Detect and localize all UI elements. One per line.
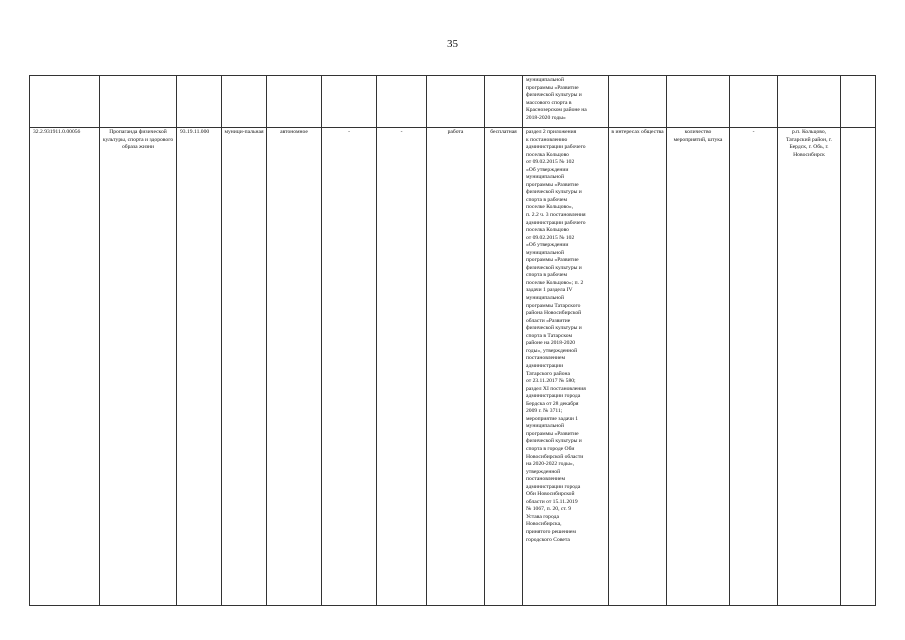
cell-okved — [177, 76, 222, 128]
document-line: программы «Развитие — [526, 430, 579, 437]
document-line: администрации рабочего — [526, 144, 586, 151]
cell-institution-type: муници-пальная — [222, 128, 267, 606]
services-table — [29, 75, 876, 606]
document-line: спорта в Татарском — [526, 332, 572, 339]
document-line: «Об утверждении — [526, 166, 569, 173]
document-line: городского Совета — [526, 536, 570, 543]
table-row — [30, 128, 876, 606]
cell-col5: - — [322, 128, 377, 606]
document-line: физической культуры и — [526, 325, 582, 332]
document-line: раздел 2 приложения — [526, 129, 577, 135]
cell-consumers — [609, 76, 667, 128]
document-line: Новосибирска, — [526, 521, 562, 528]
cell-col13: - — [730, 128, 778, 606]
document-line: мероприятие задачи 1 — [526, 415, 579, 422]
document-line: программы «Развитие — [526, 257, 579, 264]
document-line: администрации рабочего — [526, 219, 586, 226]
document-line: раздел XI постановления — [526, 385, 586, 392]
document-line: муниципальной — [526, 249, 564, 256]
document-line: годы», утвержденной — [526, 347, 578, 354]
document-line: Новосибирской области — [526, 453, 584, 460]
document-line: программы «Развитие — [526, 181, 579, 188]
document-line: утвержденной — [526, 468, 561, 475]
document-line: муниципальной — [526, 423, 564, 430]
cell-institution-kind — [267, 76, 322, 128]
document-line: программы «Развитие — [526, 84, 579, 91]
cell-kind: работа — [427, 128, 485, 606]
document-line: от 09.02.2015 № 102 — [526, 159, 575, 166]
document-line: физической культуры и — [526, 189, 582, 196]
cell-institution-kind: автономное — [267, 128, 322, 606]
cell-territory — [778, 76, 841, 128]
document-line: муниципальной — [526, 295, 564, 302]
document-line: муниципальной — [526, 77, 564, 83]
cell-extra — [841, 76, 876, 128]
document-line: спорта в городе Оби — [526, 445, 575, 452]
document-line: поселке Кольцово», — [526, 204, 574, 211]
document-line: Краснозерском районе на — [526, 107, 587, 114]
document-line: принятого решением — [526, 528, 576, 535]
cell-kind — [427, 76, 485, 128]
cell-code — [30, 76, 100, 128]
cell-col5 — [322, 76, 377, 128]
document-line: постановлением — [526, 476, 566, 483]
cell-institution-type — [222, 76, 267, 128]
cell-documents — [523, 76, 609, 128]
cell-consumers: в интересах общества — [609, 128, 667, 606]
cell-extra — [841, 128, 876, 606]
document-line: области от 15.11.2019 — [526, 498, 578, 505]
document-line: от 09.02.2015 № 102 — [526, 234, 575, 241]
cell-payment: бесплатная — [485, 128, 523, 606]
table-row — [30, 76, 876, 128]
document-line: спорта в рабочем — [526, 272, 568, 279]
cell-indicator — [667, 76, 730, 128]
document-line: 2009 г. № 3711; — [526, 408, 563, 415]
cell-documents — [523, 128, 609, 606]
document-line: Устава города — [526, 513, 559, 520]
document-line: п. 2.2 ч. 3 постановления — [526, 212, 586, 219]
document-line: физической культуры и — [526, 438, 582, 445]
document-line: «Об утверждении — [526, 242, 569, 249]
document-line: администрации — [526, 362, 564, 369]
document-line: Бердска от 28 декабря — [526, 400, 579, 407]
document-line: администрации города — [526, 483, 581, 490]
document-line: № 1067, п. 20, ст. 9 — [526, 506, 572, 513]
document-line: 2018-2020 годы» — [526, 114, 566, 121]
document-line: программы Татарского — [526, 302, 581, 309]
cell-okved: 93.19.11.000 — [177, 128, 222, 606]
document-line: спорта в рабочем — [526, 196, 568, 203]
cell-col6 — [377, 76, 427, 128]
document-line: массового спорта в — [526, 99, 572, 106]
cell-col13 — [730, 76, 778, 128]
document-line: физической культуры и — [526, 264, 582, 271]
document-line: задачи 1 раздела IV — [526, 287, 573, 294]
document-line: муниципальной — [526, 174, 564, 181]
document-line: от 23.11.2017 № 580; — [526, 378, 576, 385]
document-line: постановлением — [526, 355, 566, 362]
cell-territory: р.п. Кольцово, Татарский район, г. Бердск, г. Обь, г. Новосибирск — [778, 128, 841, 606]
document-line: на 2020-2022 годы», — [526, 461, 575, 468]
document-line: физической культуры и — [526, 92, 582, 99]
document-line: поселка Кольцово — [526, 227, 569, 234]
document-line: области «Развитие — [526, 317, 571, 324]
page-number: 35 — [447, 38, 458, 50]
document-line: Оби Новосибирской — [526, 491, 575, 498]
document-line: к постановлению — [526, 136, 568, 143]
document-line: администрации города — [526, 393, 581, 400]
cell-payment — [485, 76, 523, 128]
document-line: поселке Кольцово»; п. 2 — [526, 279, 584, 286]
document-line: района Новосибирской — [526, 310, 582, 317]
document-line: Татарского района — [526, 370, 571, 377]
cell-col6: - — [377, 128, 427, 606]
cell-name: Пропаганда физической культуры, спорта и здорового образа жизни — [100, 128, 177, 606]
document-line: поселка Кольцово — [526, 151, 569, 158]
cell-name — [100, 76, 177, 128]
document-line: районе на 2018-2020 — [526, 340, 576, 347]
cell-indicator: количество мероприятий, штука — [667, 128, 730, 606]
cell-code: 32.2.931911.0.00056 — [30, 128, 100, 606]
